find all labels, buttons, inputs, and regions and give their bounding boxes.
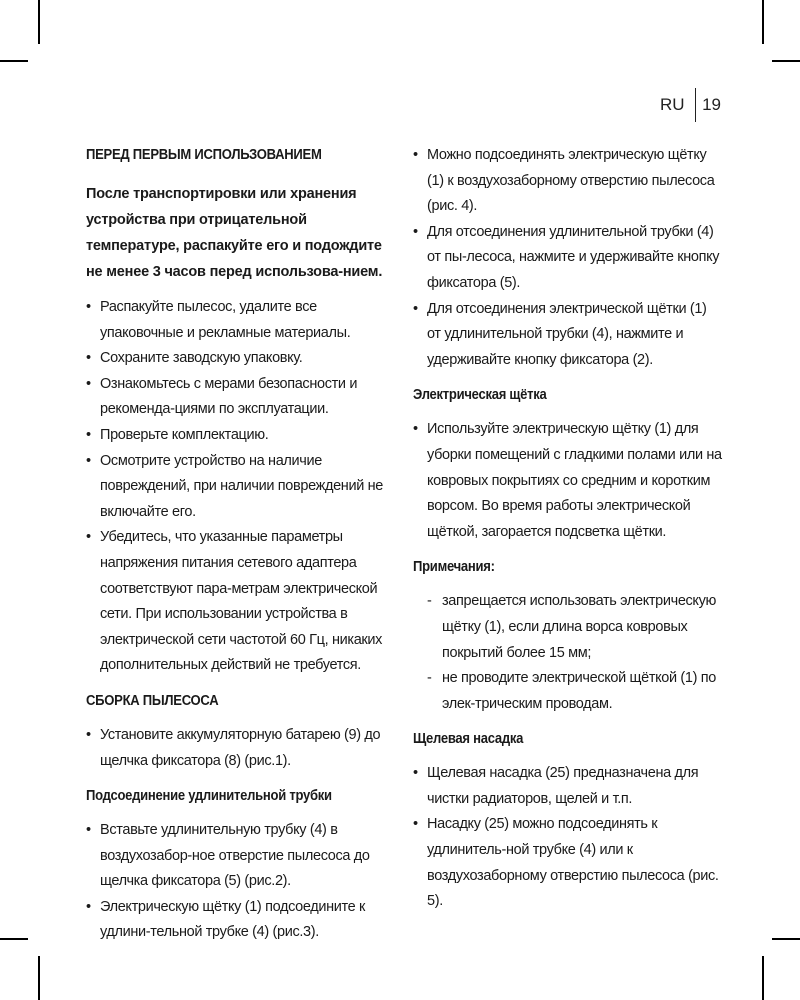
list-item	[86, 449, 398, 526]
bullet-marker: •	[413, 421, 418, 438]
bullet-marker: •	[86, 299, 91, 315]
bullet-marker: •	[86, 452, 91, 469]
subsection-title-brush: Электрическая щётка	[413, 387, 547, 404]
list-item-text: Проверьте комплектацию.	[100, 426, 269, 443]
crop-mark	[772, 938, 800, 940]
list-item-text: Можно подсоединять электрическую щётку (1) к воздухозаборному отверстию пылесоса (рис. 4).	[427, 147, 715, 215]
left-column	[86, 143, 398, 946]
crop-mark	[38, 956, 40, 1000]
page-header	[660, 88, 721, 122]
bullet-marker: •	[86, 898, 91, 915]
section-title-assembly: СБОРКА ПЫЛЕСОСА	[86, 692, 219, 709]
section-title-first-use: ПЕРЕД ПЕРВЫМ ИСПОЛЬЗОВАНИЕМ	[86, 147, 322, 163]
dash-marker: -	[427, 670, 432, 687]
intro-warning: После транспортировки или хранения устройства при отрицательной температуре, распакуйте его и подождите не менее 3 часов перед использова-нием.	[86, 186, 383, 280]
right-column	[413, 143, 723, 915]
list-item	[86, 525, 398, 679]
tube-list-continued	[413, 143, 723, 373]
list-item	[86, 895, 398, 946]
crevice-list	[413, 761, 723, 915]
bullet-marker: •	[86, 426, 91, 443]
list-item-text: Для отсоединения удлинительной трубки (4) от пы-лесоса, нажмите и удерживайте кнопку фиксатора (5).	[427, 223, 720, 291]
list-item	[413, 589, 723, 666]
bullet-marker: •	[413, 223, 418, 240]
list-item	[413, 812, 723, 914]
list-item-text: Вставьте удлинительную трубку (4) в воздухозабор-ное отверстие пылесоса до щелчка фиксатора (5) (рис.2).	[100, 822, 370, 890]
list-item-text: Осмотрите устройство на наличие повреждений, при наличии повреждений не включайте его.	[100, 452, 383, 520]
dash-marker: -	[427, 593, 432, 610]
tube-list	[86, 818, 398, 946]
list-item	[86, 723, 398, 774]
list-item-text: Сохраните заводскую упаковку.	[100, 350, 303, 367]
bullet-marker: •	[86, 529, 91, 546]
list-item	[413, 666, 723, 717]
subsection-title-crevice: Щелевая насадка	[413, 731, 524, 748]
list-item-text: Насадку (25) можно подсоединять к удлинитель-ной трубке (4) или к воздухозаборному отверстию пылесоса (рис. 5).	[427, 816, 719, 910]
crop-mark	[772, 60, 800, 62]
bullet-marker: •	[413, 765, 418, 782]
list-item-text: Для отсоединения электрической щётки (1) от удлинительной трубки (4), нажмите и удерживайте кнопку фиксатора (2).	[427, 300, 707, 368]
list-item	[86, 423, 398, 449]
header-divider	[695, 88, 697, 122]
bullet-marker: •	[86, 375, 91, 392]
bullet-marker: •	[413, 300, 418, 317]
notes-list	[413, 589, 723, 717]
list-item-text: Установите аккумуляторную батарею (9) до щелчка фиксатора (8) (рис.1).	[100, 726, 381, 769]
crop-mark	[762, 956, 764, 1000]
list-item-text: Убедитесь, что указанные параметры напряжения питания сетевого адаптера соответствуют пара-метрам электрической сети. При использовании устройства в электрической сети частотой 60 Гц, никаких дополнительных действий не требуется.	[100, 529, 383, 674]
brush-list	[413, 417, 723, 545]
list-item	[413, 220, 723, 297]
bullet-marker: •	[86, 350, 91, 367]
list-item-text: Щелевая насадка (25) предназначена для чистки радиаторов, щелей и т.п.	[427, 765, 699, 807]
list-item-text: Распакуйте пылесос, удалите все упаковочные и рекламные материалы.	[100, 299, 351, 341]
list-item-text: запрещается использовать электрическую щётку (1), если длина ворса ковровых покрытий более 15 мм;	[442, 593, 717, 661]
bullet-marker: •	[86, 726, 91, 743]
crop-mark	[0, 938, 28, 940]
list-item	[413, 297, 723, 374]
list-item	[86, 372, 398, 423]
assembly-list	[86, 723, 398, 774]
list-item-text: Ознакомьтесь с мерами безопасности и рекоменда-циями по эксплуатации.	[100, 375, 358, 418]
list-item	[413, 761, 723, 812]
list-item	[86, 295, 398, 346]
subsection-title-notes: Примечания:	[413, 559, 495, 576]
list-item	[413, 143, 723, 220]
list-item	[413, 417, 723, 545]
list-item-text: не проводите электрической щёткой (1) по элек-трическим проводам.	[442, 670, 716, 712]
language-code: RU	[660, 95, 685, 114]
list-item-text: Используйте электрическую щётку (1) для уборки помещений с гладкими полами или на ковровых покрытиях со средним и коротким ворсом. Во время работы электрической щёткой, загорается подсветка щётки.	[427, 421, 722, 540]
crop-mark	[38, 0, 40, 44]
subsection-title-tube: Подсоединение удлинительной трубки	[86, 788, 332, 805]
list-item	[86, 346, 398, 372]
first-use-list	[86, 295, 398, 679]
list-item	[86, 818, 398, 895]
crop-mark	[762, 0, 764, 44]
bullet-marker: •	[413, 147, 418, 163]
bullet-marker: •	[413, 816, 418, 833]
page-number: 19	[702, 95, 721, 114]
bullet-marker: •	[86, 822, 91, 839]
crop-mark	[0, 60, 28, 62]
list-item-text: Электрическую щётку (1) подсоедините к удлини-тельной трубке (4) (рис.3).	[100, 898, 366, 941]
